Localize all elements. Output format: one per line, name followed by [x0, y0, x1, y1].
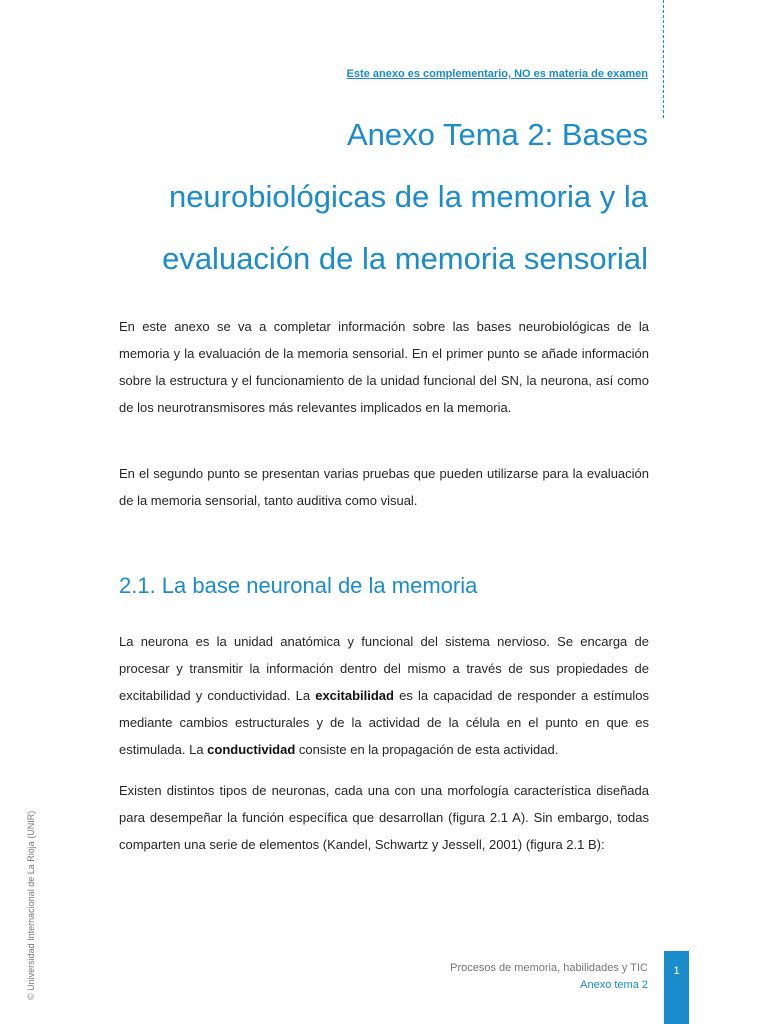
neuron-text-a: La neurona es la unidad anatómica y funcional del sistema nervioso. Se encarga de procesar y transmitir la información dentro del mismo a través de sus propiedades de excitabilidad y conductividad. La — [119, 634, 649, 703]
page-title — [88, 104, 648, 290]
neuron-text-c: es la capacidad de responder a estímulos mediante cambios estructurales y de la actividad de la célula en el punto en que es estimulada. La — [119, 688, 649, 757]
neuron-paragraph — [119, 628, 649, 763]
neuron-types-paragraph: Existen distintos tipos de neuronas, cada una con una morfología característica diseñada para desempeñar la función específica que desarrollan (figura 2.1 A). Sin embargo, todas comparten una serie de elementos (Kandel, Schwartz y Jessell, 2001) (figura 2.1 B): — [119, 783, 649, 852]
footer-annex-label: Anexo tema 2 — [580, 979, 648, 991]
section-heading: 2.1. La base neuronal de la memoria — [119, 573, 478, 598]
complementary-notice-link[interactable]: Este anexo es complementario, NO es materia de examen — [346, 68, 648, 80]
term-conductivity: conductividad — [207, 742, 296, 757]
header-divider-line — [663, 0, 664, 118]
neuron-text-e: consiste en la propagación de esta actividad. — [295, 742, 559, 757]
title-line-1: Anexo Tema 2: Bases — [347, 117, 648, 152]
intro-paragraph-2: En el segundo punto se presentan varias pruebas que pueden utilizarse para la evaluación de la memoria sensorial, tanto auditiva como visual. — [119, 466, 649, 508]
title-line-2: neurobiológicas de la memoria y la — [168, 179, 648, 214]
page-number-box — [664, 951, 689, 1024]
title-line-3: evaluación de la memoria sensorial — [162, 241, 648, 276]
page-number: 1 — [673, 965, 680, 977]
footer-course-name: Procesos de memoria, habilidades y TIC — [450, 962, 648, 974]
copyright-text: © Universidad Internacional de La Rioja (UNIR) — [26, 810, 36, 1000]
intro-paragraph-1: En este anexo se va a completar información sobre las bases neurobiológicas de la memoria y la evaluación de la memoria sensorial. En el primer punto se añade información sobre la estructura y el funcionamiento de la unidad funcional del SN, la neurona, así como de los neurotransmisores más relevantes implicados en la memoria. — [119, 319, 649, 415]
term-excitability: excitabilidad — [315, 688, 394, 703]
